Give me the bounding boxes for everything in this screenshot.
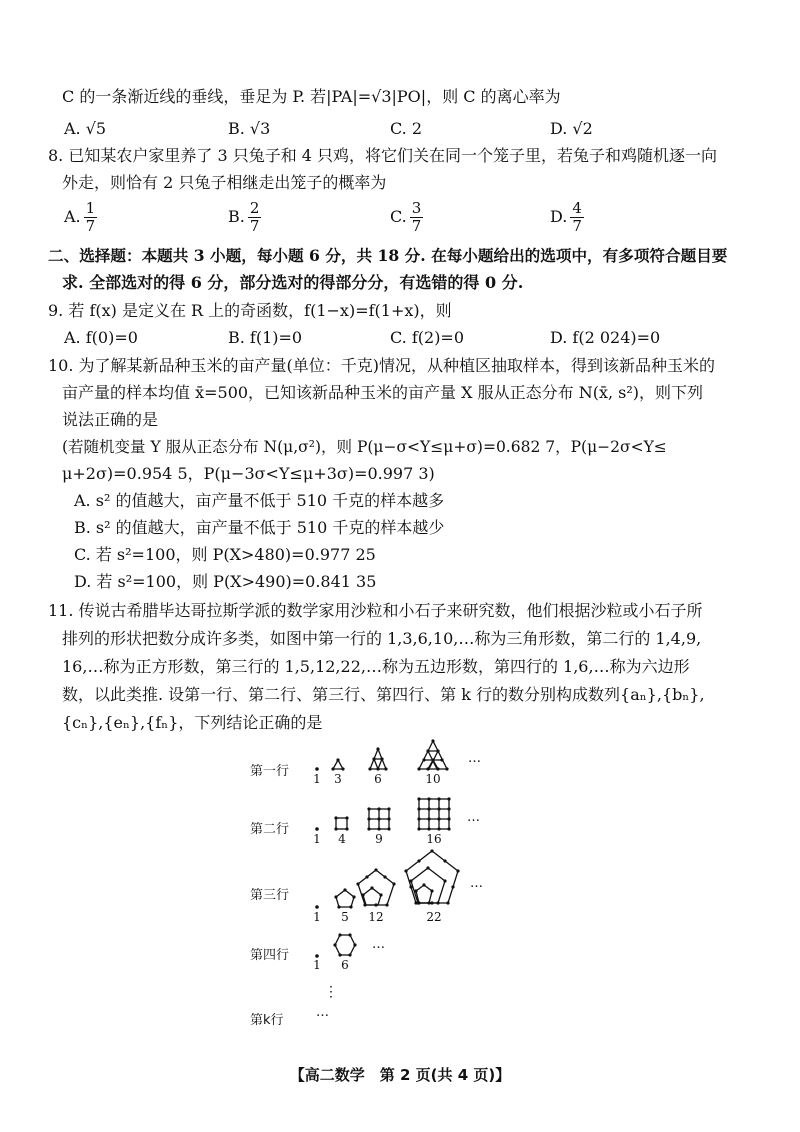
q10-option-b: B. s² 的值越大，亩产量不低于 510 千克的样本越少 bbox=[74, 518, 445, 537]
q7-option-d: D. √2 bbox=[550, 119, 593, 138]
q9-stem: 9. 若 f(x) 是定义在 R 上的奇函数，f(1−x)=f(1+x)，则 bbox=[48, 301, 452, 320]
row3-ellipsis: … bbox=[470, 876, 483, 891]
q9-option-a: A. f(0)=0 bbox=[64, 328, 138, 347]
q10-line1: 10. 为了解某新品种玉米的亩产量(单位：千克)情况，从种植区抽取样本，得到该新品种玉米的 bbox=[48, 356, 716, 375]
q10-option-d: D. 若 s²=100，则 P(X>490)=0.841 35 bbox=[74, 572, 377, 591]
row1-ellipsis: … bbox=[468, 751, 481, 766]
row1-number: 10 bbox=[425, 772, 441, 786]
row2-number: 1 bbox=[313, 832, 321, 846]
q8-line1: 8. 已知某农户家里养了 3 只兔子和 4 只鸡，将它们关在同一个笼子里，若兔子和鸡随机逐一向 bbox=[48, 146, 718, 165]
triangle-10 bbox=[419, 741, 447, 769]
row3-number: 5 bbox=[341, 910, 349, 924]
dot-1-row3 bbox=[315, 905, 319, 909]
q10-note2: μ+2σ)=0.954 5，P(μ−3σ<Y≤μ+3σ)=0.997 3) bbox=[62, 464, 435, 483]
q7-option-a: A. √5 bbox=[64, 119, 107, 138]
row1-number: 6 bbox=[374, 772, 382, 786]
q9-option-c: C. f(2)=0 bbox=[390, 328, 465, 347]
q10-note1: (若随机变量 Y 服从正态分布 N(μ,σ²)，则 P(μ−σ<Y≤μ+σ)=0.682 7，P(μ−2σ<Y≤ bbox=[62, 438, 667, 456]
row2-ellipsis: … bbox=[467, 810, 480, 825]
q9-option-b: B. f(1)=0 bbox=[228, 328, 303, 347]
triangle-6 bbox=[370, 749, 386, 769]
row1-number: 3 bbox=[334, 772, 342, 786]
q10-line2: 亩产量的样本均值 x̄=500，已知该新品种玉米的亩产量 X 服从正态分布 N(x̄, s²)，则下列 bbox=[62, 383, 704, 402]
section2-line1: 二、选择题：本题共 3 小题，每小题 6 分，共 18 分. 在每小题给出的选项中，有多项符合题目要 bbox=[48, 246, 728, 265]
q8-option-b: B. $\frac{2}{7}$ bbox=[228, 199, 260, 235]
rowk-ellipsis: … bbox=[316, 1005, 329, 1020]
row1-number: 1 bbox=[313, 772, 321, 786]
pentagon-12 bbox=[358, 870, 394, 905]
row-label-k: 第k行 bbox=[250, 1013, 284, 1028]
q11-line2: 排列的形状把数分成许多类，如图中第一行的 1,3,6,10,…称为三角形数，第二行的 1,4,9, bbox=[62, 629, 702, 648]
row-label-3: 第三行 bbox=[250, 888, 290, 903]
q7-continuation: C 的一条渐近线的垂线，垂足为 P. 若|PA|=√3|PO|，则 C 的离心率为 bbox=[62, 87, 561, 106]
q8-option-a: A. $\frac{1}{7}$ bbox=[64, 199, 96, 235]
q11-line3: 16,…称为正方形数，第三行的 1,5,12,22,…称为五边形数，第四行的 1,6,…称为六边形 bbox=[62, 657, 690, 676]
pentagon-22 bbox=[406, 851, 458, 903]
q9-option-d: D. f(2 024)=0 bbox=[550, 328, 661, 347]
q8-option-c: C. $\frac{3}{7}$ bbox=[390, 199, 422, 235]
q10-option-c: C. 若 s²=100，则 P(X>480)=0.977 25 bbox=[74, 545, 376, 564]
q11-line4: 数，以此类推. 设第一行、第二行、第三行、第四行、第 k 行的数分别构成数列{aₙ},{bₙ}, bbox=[62, 685, 705, 704]
q7-option-b: B. √3 bbox=[228, 119, 271, 138]
row-label-4: 第四行 bbox=[250, 948, 290, 963]
q8-option-d: D. $\frac{4}{7}$ bbox=[550, 199, 582, 235]
row4-number: 1 bbox=[313, 958, 321, 972]
dot-1-row2 bbox=[315, 827, 319, 831]
row-label-2: 第二行 bbox=[250, 822, 290, 837]
row3-number: 22 bbox=[426, 910, 442, 924]
row4-number: 6 bbox=[341, 958, 349, 972]
row4-ellipsis: … bbox=[372, 937, 385, 952]
q8-line2: 外走，则恰有 2 只兔子相继走出笼子的概率为 bbox=[62, 173, 387, 192]
q10-option-a: A. s² 的值越大，亩产量不低于 510 千克的样本越多 bbox=[74, 491, 445, 510]
hexagon-6 bbox=[335, 935, 355, 955]
row2-number: 16 bbox=[426, 832, 442, 846]
square-16 bbox=[419, 799, 449, 829]
page-footer: 【高二数学 第 2 页(共 4 页)】 bbox=[289, 1066, 511, 1084]
q11-line5: {cₙ},{eₙ},{fₙ}，下列结论正确的是 bbox=[62, 713, 323, 732]
q7-option-c: C. 2 bbox=[390, 119, 423, 138]
row2-number: 4 bbox=[338, 832, 346, 846]
row3-number: 1 bbox=[313, 910, 321, 924]
row2-number: 9 bbox=[375, 832, 383, 846]
pentagon-5 bbox=[336, 890, 354, 907]
vertical-dots: ⋮ bbox=[324, 984, 338, 1000]
q10-line3: 说法正确的是 bbox=[62, 410, 159, 429]
dot-1-row1 bbox=[315, 767, 319, 771]
row-label-1: 第一行 bbox=[250, 764, 290, 779]
section2-line2: 求. 全部选对的得 6 分，部分选对的得部分分，有选错的得 0 分. bbox=[62, 273, 524, 292]
q11-line1: 11. 传说古希腊毕达哥拉斯学派的数学家用沙粒和小石子来研究数，他们根据沙粒或小石子所 bbox=[48, 601, 703, 620]
square-4 bbox=[336, 818, 347, 829]
row3-number: 12 bbox=[368, 910, 384, 924]
